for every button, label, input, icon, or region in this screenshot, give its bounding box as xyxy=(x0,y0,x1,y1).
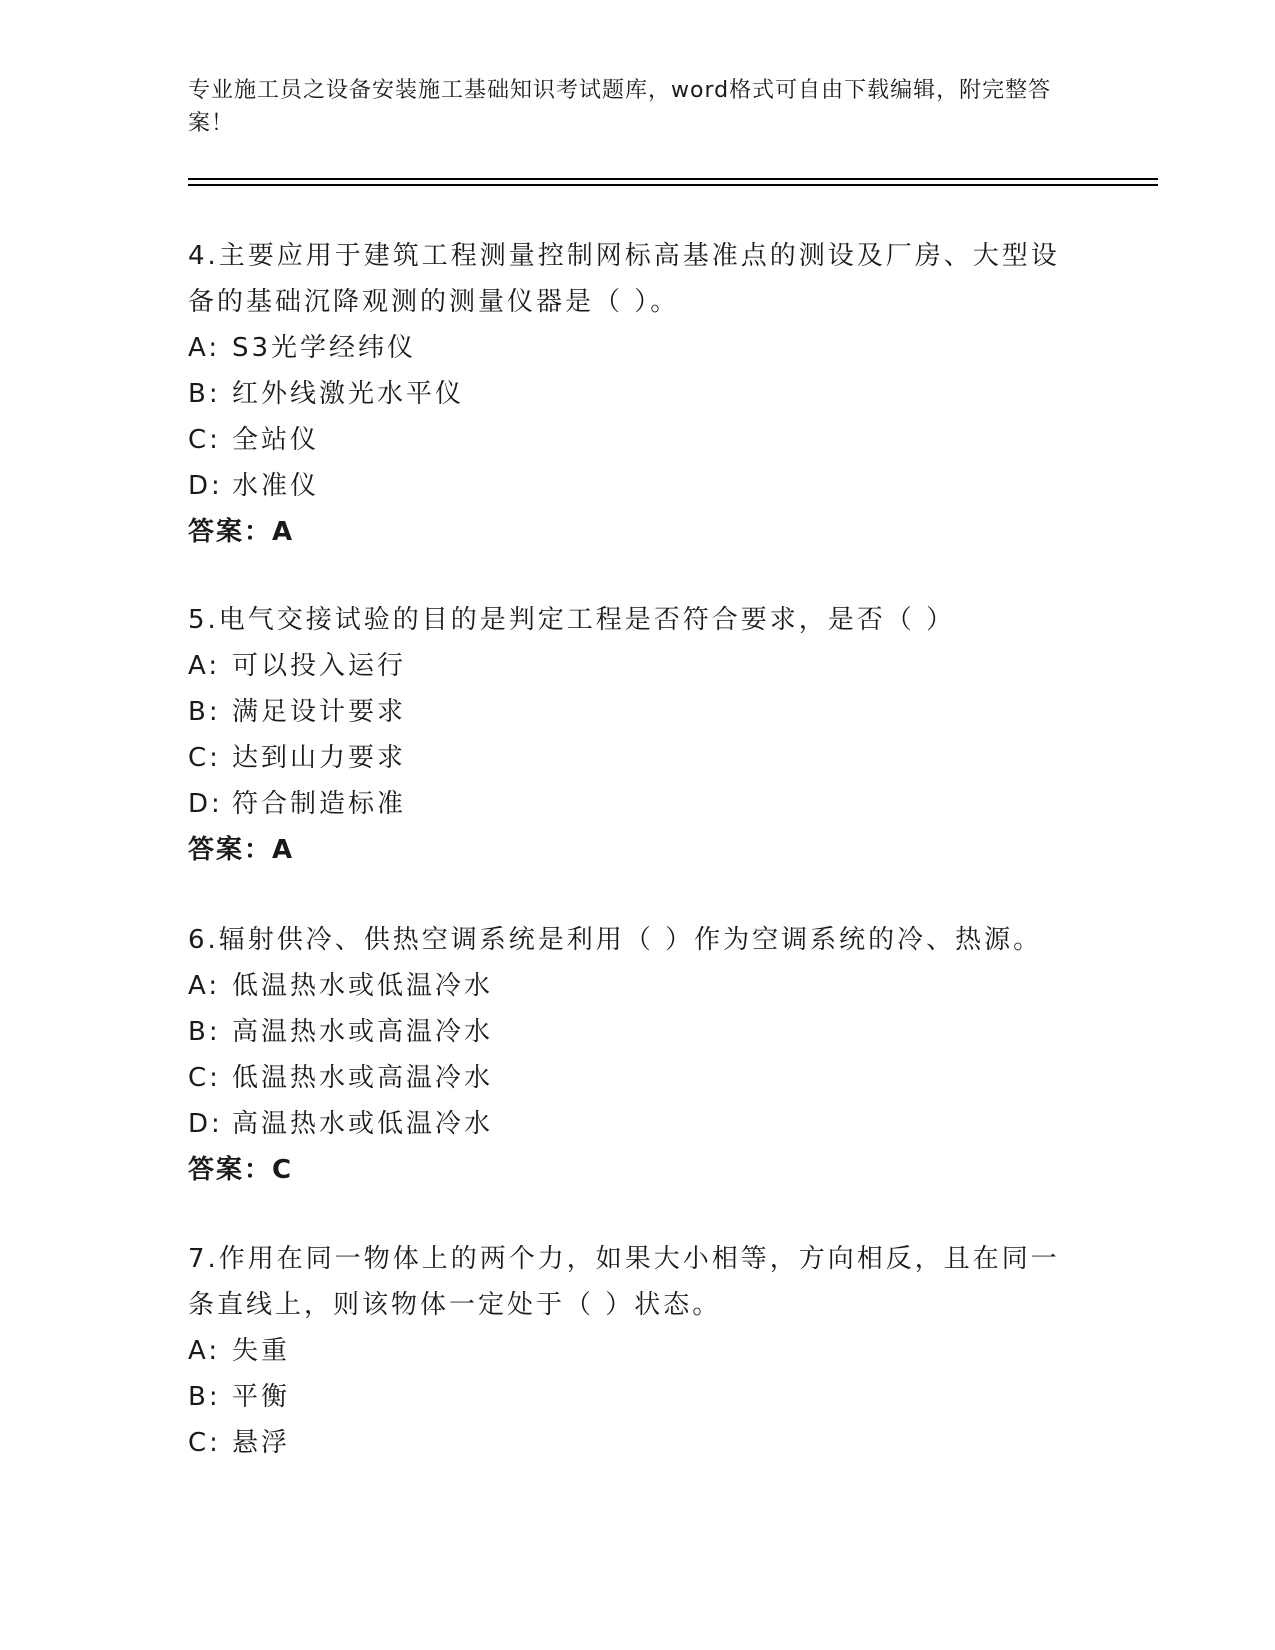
question-7 xyxy=(188,1236,1068,1466)
option-letter: B: xyxy=(188,1017,221,1047)
option-a xyxy=(188,325,1068,371)
option-letter: B: xyxy=(188,1382,221,1412)
option-c xyxy=(188,735,1068,781)
option-b xyxy=(188,689,1068,735)
option-d xyxy=(188,463,1068,509)
document-header: 专业施工员之设备安装施工基础知识考试题库，word格式可自由下载编辑，附完整答案！ xyxy=(188,78,1052,136)
header-divider-top xyxy=(188,178,1158,180)
question-stem: 7.作用在同一物体上的两个力，如果大小相等，方向相反，且在同一条直线上，则该物体一定处于（ ）状态。 xyxy=(188,1244,1060,1320)
option-letter: B: xyxy=(188,379,221,409)
option-a xyxy=(188,643,1068,689)
option-letter: A: xyxy=(188,651,221,681)
option-text: 全站仪 xyxy=(232,425,320,455)
option-letter: B: xyxy=(188,697,221,727)
question-stem: 6.辐射供冷、供热空调系统是利用（ ）作为空调系统的冷、热源。 xyxy=(188,925,1043,955)
option-b xyxy=(188,371,1068,417)
option-text: 达到山力要求 xyxy=(232,743,407,773)
option-b xyxy=(188,1009,1068,1055)
option-d xyxy=(188,781,1068,827)
option-list xyxy=(188,325,1068,509)
option-letter: D: xyxy=(188,471,223,501)
option-b xyxy=(188,1374,1068,1420)
option-letter: C: xyxy=(188,425,221,455)
option-text: 低温热水或高温冷水 xyxy=(232,1063,494,1093)
option-list xyxy=(188,963,1068,1147)
option-text: 红外线激光水平仪 xyxy=(232,379,465,409)
option-letter: C: xyxy=(188,1063,221,1093)
option-a xyxy=(188,1328,1068,1374)
question-4 xyxy=(188,233,1068,555)
option-letter: D: xyxy=(188,1109,223,1139)
option-text: S3光学经纬仪 xyxy=(232,333,417,363)
question-stem: 5.电气交接试验的目的是判定工程是否符合要求，是否（ ） xyxy=(188,605,956,635)
answer-label: 答案：C xyxy=(188,1155,294,1185)
option-text: 低温热水或低温冷水 xyxy=(232,971,494,1001)
option-c xyxy=(188,1055,1068,1101)
option-c xyxy=(188,1420,1068,1466)
option-list xyxy=(188,1328,1068,1466)
option-letter: C: xyxy=(188,1428,221,1458)
header-divider-bottom xyxy=(188,184,1158,186)
option-text: 失重 xyxy=(232,1336,291,1366)
option-text: 高温热水或低温冷水 xyxy=(232,1109,494,1139)
option-letter: A: xyxy=(188,971,221,1001)
option-a xyxy=(188,963,1068,1009)
option-letter: C: xyxy=(188,743,221,773)
option-c xyxy=(188,417,1068,463)
question-stem: 4.主要应用于建筑工程测量控制网标高基准点的测设及厂房、大型设备的基础沉降观测的测量仪器是（ ）。 xyxy=(188,241,1060,317)
question-6 xyxy=(188,917,1068,1193)
option-list xyxy=(188,643,1068,827)
question-5 xyxy=(188,597,1068,873)
option-letter: D: xyxy=(188,789,223,819)
option-letter: A: xyxy=(188,333,221,363)
answer-label: 答案：A xyxy=(188,835,295,865)
option-text: 高温热水或高温冷水 xyxy=(232,1017,494,1047)
option-text: 满足设计要求 xyxy=(232,697,407,727)
option-text: 符合制造标准 xyxy=(232,789,407,819)
option-text: 悬浮 xyxy=(232,1428,291,1458)
option-letter: A: xyxy=(188,1336,221,1366)
option-text: 水准仪 xyxy=(232,471,320,501)
option-text: 平衡 xyxy=(232,1382,291,1412)
option-text: 可以投入运行 xyxy=(232,651,407,681)
option-d xyxy=(188,1101,1068,1147)
answer-label: 答案：A xyxy=(188,517,295,547)
